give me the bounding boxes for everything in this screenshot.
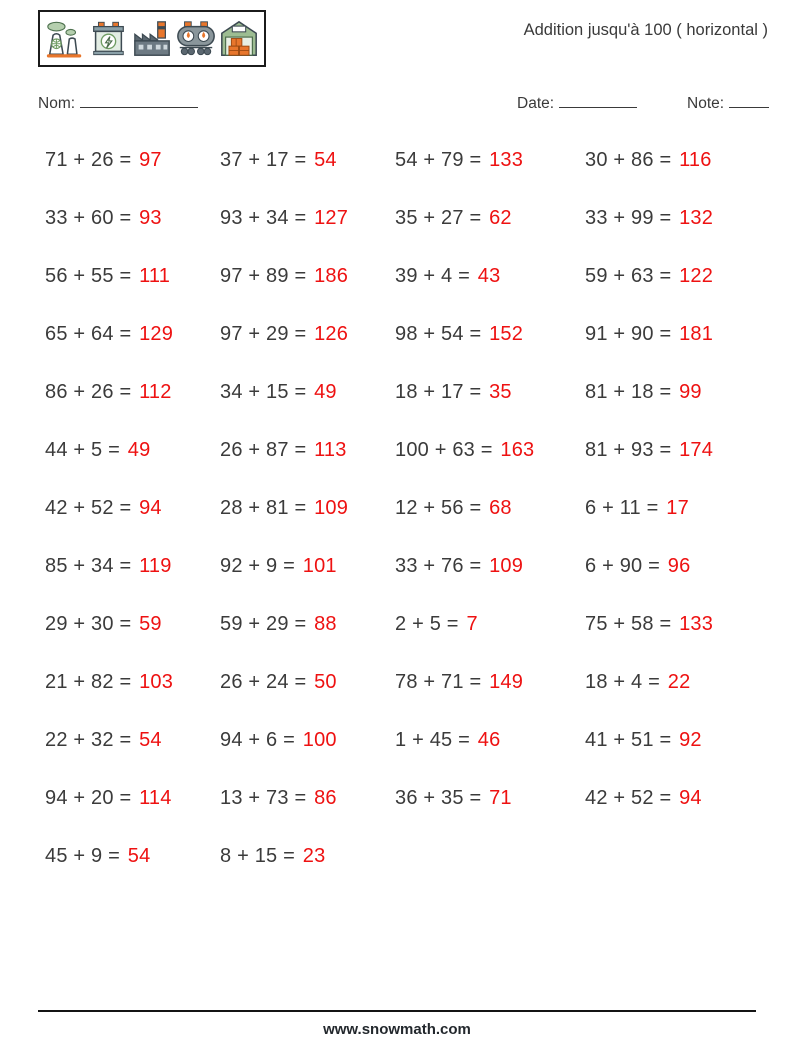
problem-expression: 91 + 90 = bbox=[585, 322, 678, 345]
problem-expression: 45 + 9 = bbox=[45, 844, 126, 867]
problem-expression: 26 + 24 = bbox=[220, 670, 313, 693]
problem bbox=[220, 711, 395, 769]
footer-url: www.snowmath.com bbox=[323, 1021, 471, 1038]
problem-answer: 103 bbox=[139, 670, 174, 693]
problem bbox=[220, 479, 395, 537]
problem-expression: 94 + 6 = bbox=[220, 728, 301, 751]
problem-expression: 33 + 60 = bbox=[45, 206, 138, 229]
problem bbox=[45, 769, 220, 827]
problem-answer: 22 bbox=[667, 670, 691, 693]
problem-answer: 68 bbox=[489, 496, 512, 519]
problem-expression: 86 + 26 = bbox=[45, 380, 138, 403]
problem bbox=[45, 363, 220, 421]
problem bbox=[585, 421, 770, 479]
problem-expression: 39 + 4 = bbox=[395, 264, 476, 287]
problem bbox=[45, 189, 220, 247]
note-label: Note: bbox=[687, 95, 725, 112]
tank-wagon-icon bbox=[175, 18, 217, 60]
problem-answer: 133 bbox=[489, 148, 524, 171]
problem-answer: 94 bbox=[679, 786, 702, 809]
problem-answer: 109 bbox=[314, 496, 349, 519]
problem-answer: 7 bbox=[466, 612, 478, 635]
problem-expression: 18 + 17 = bbox=[395, 380, 488, 403]
problem bbox=[395, 537, 585, 595]
problem bbox=[45, 711, 220, 769]
problem-expression: 65 + 64 = bbox=[45, 322, 138, 345]
problem-expression: 1 + 45 = bbox=[395, 728, 476, 751]
problem bbox=[585, 479, 770, 537]
problem bbox=[585, 537, 770, 595]
problem bbox=[585, 711, 770, 769]
problem-answer: 149 bbox=[489, 670, 524, 693]
date-field bbox=[517, 94, 637, 113]
problem-expression: 42 + 52 = bbox=[585, 786, 678, 809]
problem bbox=[45, 479, 220, 537]
problem-expression: 97 + 89 = bbox=[220, 264, 313, 287]
problem-answer: 54 bbox=[139, 728, 162, 751]
power-plant-icon bbox=[44, 18, 86, 60]
problem-expression: 93 + 34 = bbox=[220, 206, 313, 229]
problem-answer: 100 bbox=[302, 728, 337, 751]
problem bbox=[585, 189, 770, 247]
header-icon-box bbox=[38, 10, 266, 67]
factory-icon bbox=[131, 18, 173, 60]
problem-expression: 33 + 99 = bbox=[585, 206, 678, 229]
problem-answer: 174 bbox=[679, 438, 714, 461]
problem-expression: 26 + 87 = bbox=[220, 438, 313, 461]
problem-expression: 97 + 29 = bbox=[220, 322, 313, 345]
problem-answer: 129 bbox=[139, 322, 174, 345]
problem bbox=[220, 421, 395, 479]
problem-answer: 111 bbox=[139, 264, 171, 287]
problem bbox=[395, 247, 585, 305]
warehouse-icon bbox=[218, 18, 260, 60]
problems-grid bbox=[45, 131, 770, 885]
problem-expression: 42 + 52 = bbox=[45, 496, 138, 519]
problem bbox=[45, 247, 220, 305]
problem-expression: 36 + 35 = bbox=[395, 786, 488, 809]
problem bbox=[220, 189, 395, 247]
problem-answer: 46 bbox=[477, 728, 501, 751]
problem-expression: 12 + 56 = bbox=[395, 496, 488, 519]
problem-expression: 54 + 79 = bbox=[395, 148, 488, 171]
problem-expression: 29 + 30 = bbox=[45, 612, 138, 635]
problem bbox=[585, 131, 770, 189]
problem-answer: 35 bbox=[489, 380, 512, 403]
problem-expression: 21 + 82 = bbox=[45, 670, 138, 693]
problem-answer: 133 bbox=[679, 612, 714, 635]
problem bbox=[45, 827, 220, 885]
problem bbox=[220, 131, 395, 189]
problem bbox=[395, 595, 585, 653]
problem bbox=[395, 769, 585, 827]
problem-expression: 94 + 20 = bbox=[45, 786, 138, 809]
problem-answer: 96 bbox=[667, 554, 691, 577]
problem bbox=[220, 247, 395, 305]
problem-answer: 86 bbox=[314, 786, 337, 809]
date-label: Date: bbox=[517, 95, 555, 112]
problem-answer: 116 bbox=[679, 148, 712, 171]
problem-expression: 44 + 5 = bbox=[45, 438, 126, 461]
problem-expression: 37 + 17 = bbox=[220, 148, 313, 171]
problem-answer: 92 bbox=[679, 728, 702, 751]
name-label: Nom: bbox=[38, 95, 76, 112]
problem bbox=[45, 305, 220, 363]
problem bbox=[585, 769, 770, 827]
problem bbox=[395, 131, 585, 189]
problem-answer: 43 bbox=[477, 264, 501, 287]
problem bbox=[585, 363, 770, 421]
problem bbox=[220, 653, 395, 711]
problem-answer: 88 bbox=[314, 612, 337, 635]
problem-expression: 78 + 71 = bbox=[395, 670, 488, 693]
problem-expression: 75 + 58 = bbox=[585, 612, 678, 635]
problem-expression: 6 + 11 = bbox=[585, 496, 665, 519]
problem-answer: 186 bbox=[314, 264, 349, 287]
problem bbox=[585, 595, 770, 653]
problem-expression: 41 + 51 = bbox=[585, 728, 678, 751]
problem-answer: 94 bbox=[139, 496, 162, 519]
problem bbox=[585, 247, 770, 305]
problem-answer: 49 bbox=[127, 438, 151, 461]
problem-expression: 59 + 63 = bbox=[585, 264, 678, 287]
problem-answer: 152 bbox=[489, 322, 524, 345]
problem-answer: 126 bbox=[314, 322, 349, 345]
problem bbox=[395, 479, 585, 537]
problem bbox=[395, 189, 585, 247]
problem-expression: 81 + 93 = bbox=[585, 438, 678, 461]
problem bbox=[220, 363, 395, 421]
problem-answer: 54 bbox=[127, 844, 151, 867]
problem-expression: 2 + 5 = bbox=[395, 612, 465, 635]
problem-expression: 13 + 73 = bbox=[220, 786, 313, 809]
problem bbox=[585, 653, 770, 711]
name-blank-line bbox=[80, 94, 198, 108]
problem-answer: 113 bbox=[314, 438, 347, 461]
problem-answer: 99 bbox=[679, 380, 702, 403]
note-blank-line bbox=[729, 94, 769, 108]
date-blank-line bbox=[559, 94, 637, 108]
problem-expression: 8 + 15 = bbox=[220, 844, 301, 867]
problem-expression: 92 + 9 = bbox=[220, 554, 301, 577]
problem-expression: 35 + 27 = bbox=[395, 206, 488, 229]
problem bbox=[395, 711, 585, 769]
problem-expression: 34 + 15 = bbox=[220, 380, 313, 403]
problem bbox=[220, 595, 395, 653]
problem-expression: 22 + 32 = bbox=[45, 728, 138, 751]
problem bbox=[45, 653, 220, 711]
problem-answer: 122 bbox=[679, 264, 714, 287]
problem bbox=[395, 653, 585, 711]
problem-answer: 181 bbox=[679, 322, 714, 345]
problem-answer: 109 bbox=[489, 554, 524, 577]
problem-answer: 50 bbox=[314, 670, 337, 693]
problem bbox=[45, 595, 220, 653]
problem bbox=[220, 305, 395, 363]
name-field bbox=[38, 94, 198, 113]
footer-divider bbox=[38, 1010, 756, 1012]
problem-answer: 114 bbox=[139, 786, 172, 809]
problem-answer: 101 bbox=[302, 554, 337, 577]
problem-answer: 119 bbox=[139, 554, 172, 577]
problem bbox=[220, 537, 395, 595]
problem bbox=[395, 363, 585, 421]
problem-expression: 85 + 34 = bbox=[45, 554, 138, 577]
problem-expression: 6 + 90 = bbox=[585, 554, 666, 577]
problem-answer: 163 bbox=[500, 438, 535, 461]
problem-answer: 112 bbox=[139, 380, 172, 403]
problem-answer: 127 bbox=[314, 206, 349, 229]
problem-answer: 23 bbox=[302, 844, 326, 867]
problem bbox=[395, 305, 585, 363]
problem-answer: 49 bbox=[314, 380, 337, 403]
problem bbox=[45, 421, 220, 479]
page-title: Addition jusqu'à 100 ( horizontal ) bbox=[523, 21, 768, 39]
problem-expression: 18 + 4 = bbox=[585, 670, 666, 693]
problem-answer: 132 bbox=[679, 206, 714, 229]
note-field bbox=[687, 94, 769, 113]
problem-expression: 100 + 63 = bbox=[395, 438, 499, 461]
problem-expression: 33 + 76 = bbox=[395, 554, 488, 577]
problem bbox=[45, 131, 220, 189]
problem bbox=[395, 421, 585, 479]
problem-expression: 71 + 26 = bbox=[45, 148, 138, 171]
problem-answer: 93 bbox=[139, 206, 162, 229]
problem-answer: 54 bbox=[314, 148, 337, 171]
problem-answer: 62 bbox=[489, 206, 512, 229]
problem-expression: 81 + 18 = bbox=[585, 380, 678, 403]
problem-expression: 30 + 86 = bbox=[585, 148, 678, 171]
generator-icon bbox=[87, 18, 129, 60]
problem-answer: 59 bbox=[139, 612, 162, 635]
problem-expression: 28 + 81 = bbox=[220, 496, 313, 519]
problem bbox=[45, 537, 220, 595]
problem-answer: 71 bbox=[489, 786, 512, 809]
problem bbox=[220, 827, 395, 885]
problem-answer: 97 bbox=[139, 148, 162, 171]
problem-expression: 56 + 55 = bbox=[45, 264, 138, 287]
problem bbox=[585, 305, 770, 363]
problem-answer: 17 bbox=[666, 496, 689, 519]
problem-expression: 59 + 29 = bbox=[220, 612, 313, 635]
problem-expression: 98 + 54 = bbox=[395, 322, 488, 345]
problem bbox=[220, 769, 395, 827]
